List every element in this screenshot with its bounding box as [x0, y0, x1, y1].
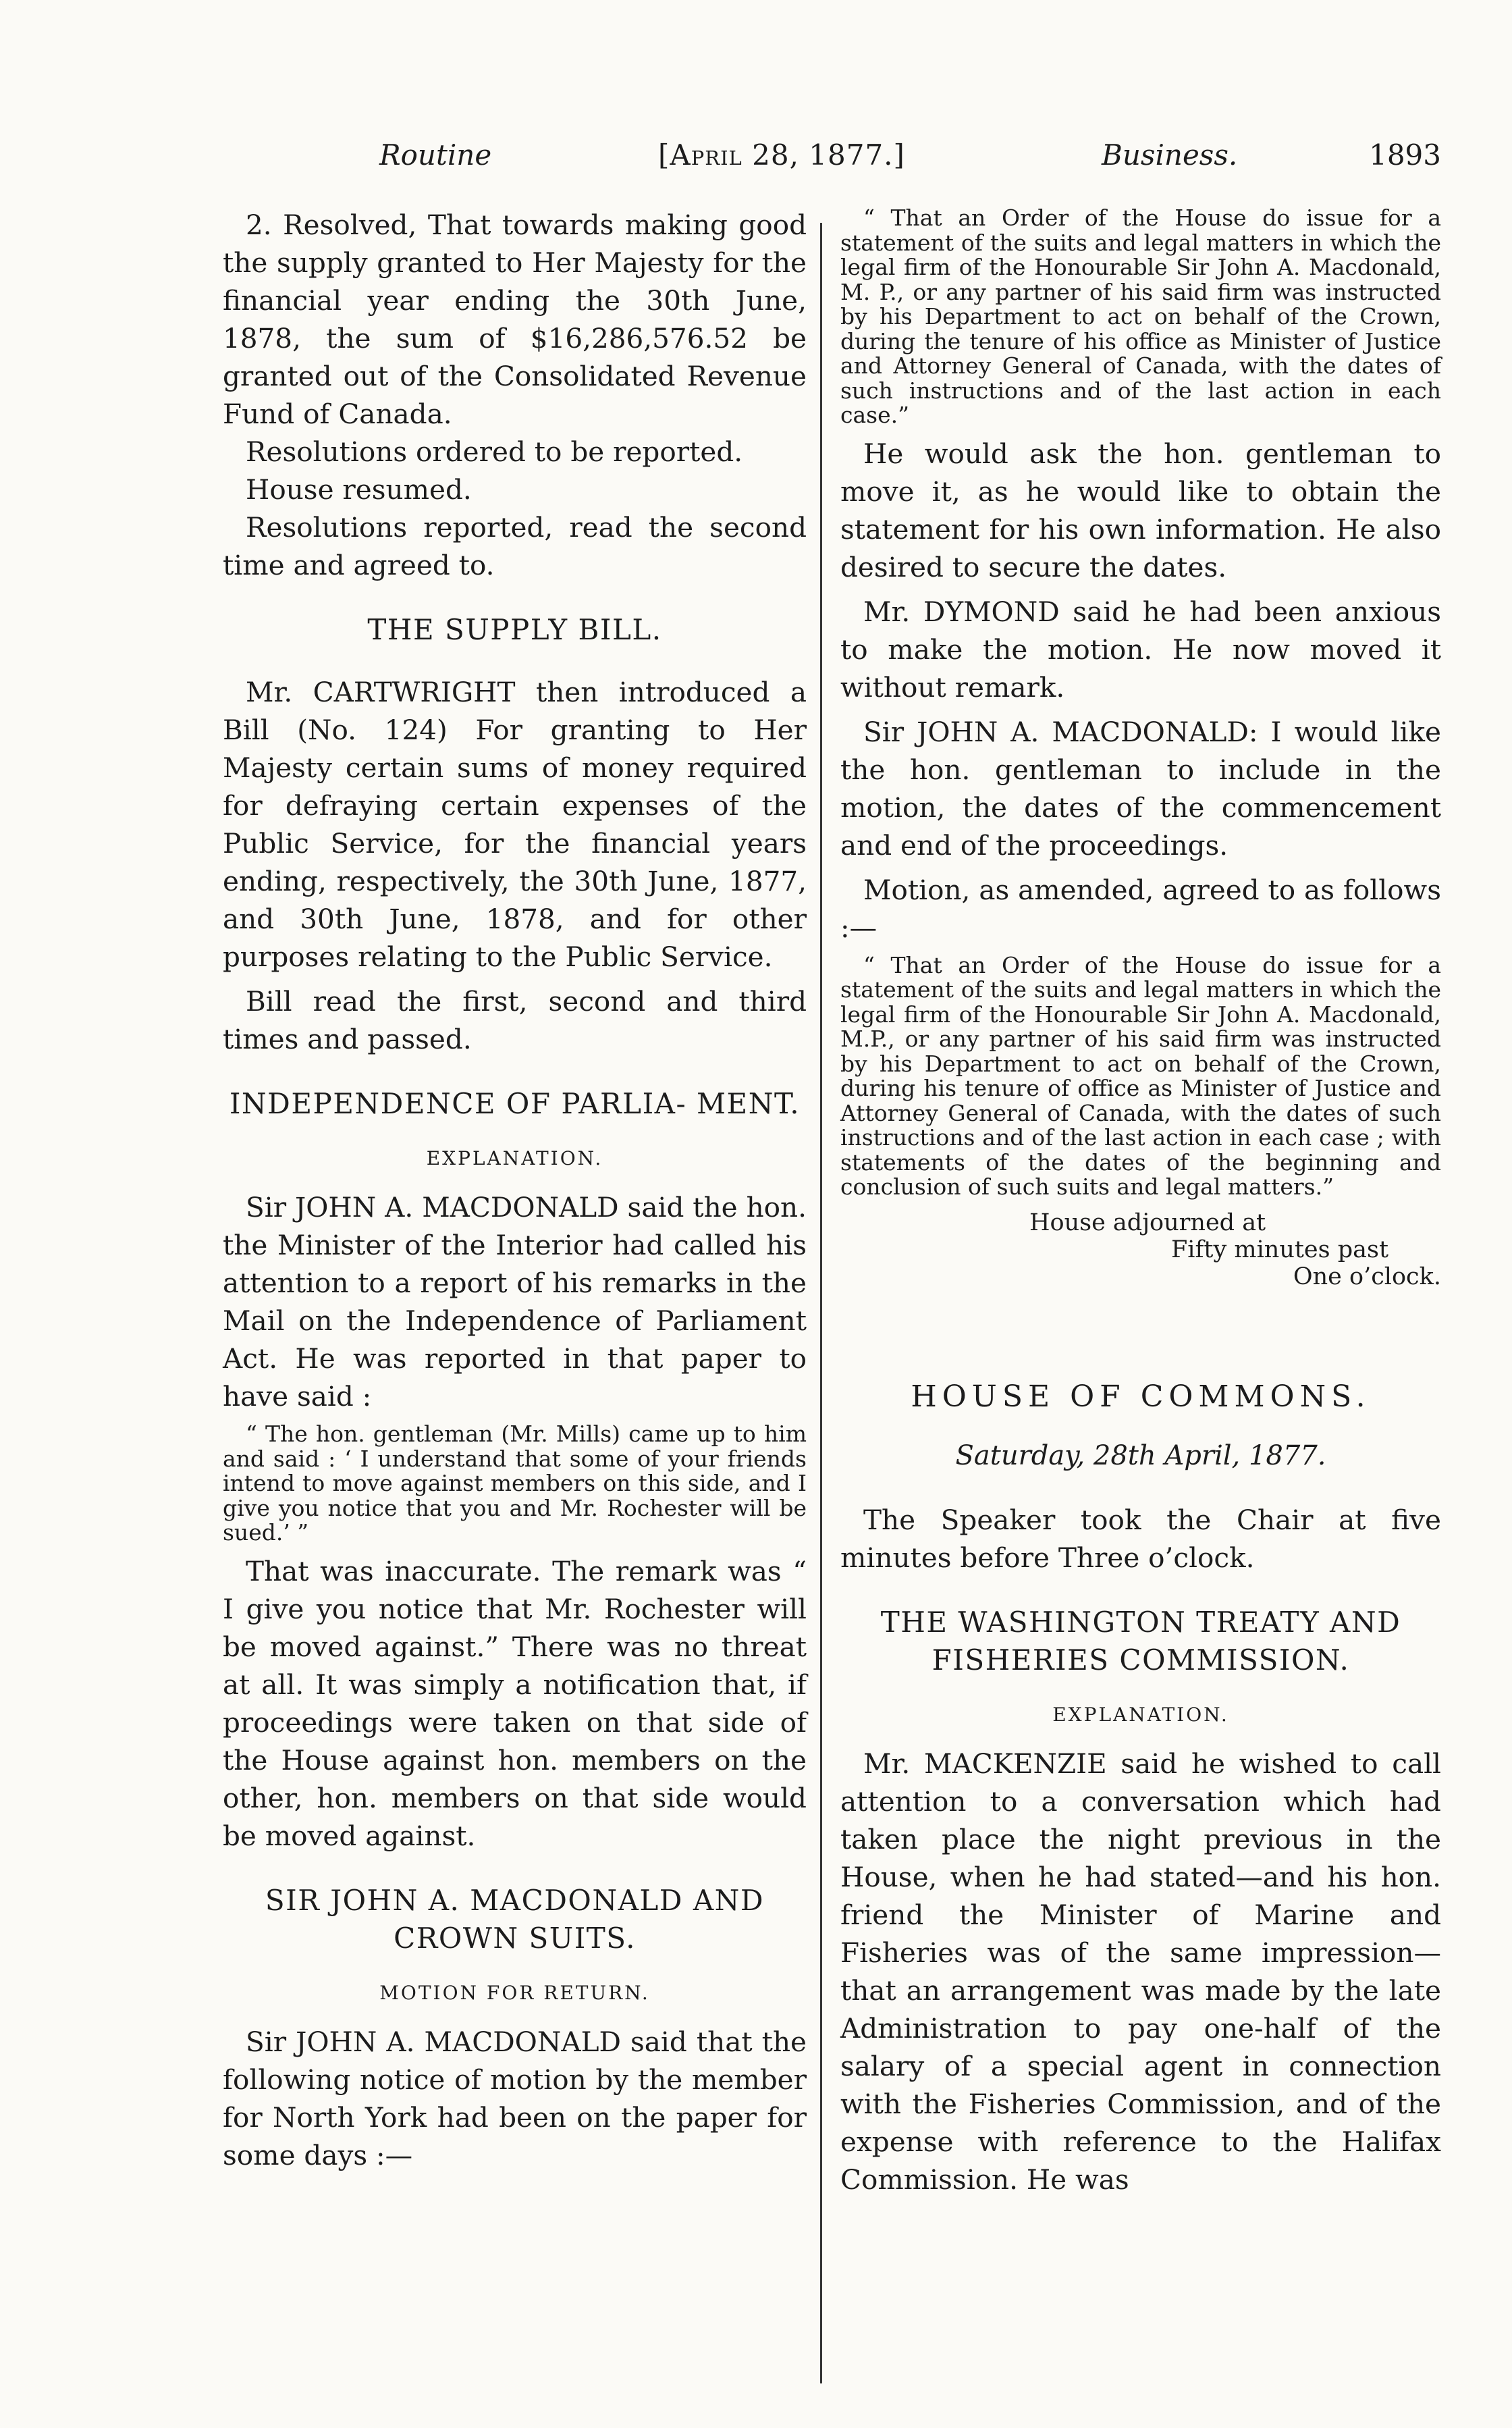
- independence-subheading: EXPLANATION.: [426, 1147, 603, 1169]
- left-column: [223, 206, 807, 2174]
- resolutions-ordered: Resolutions ordered to be reported.: [246, 436, 743, 468]
- column-divider: [820, 223, 822, 2383]
- macdonald-paragraph: Sir JOHN A. MACDONALD: I would like the hon. gentleman to include in the motion, the dates of the commencement and end of the proceedings.: [840, 715, 1441, 862]
- header-right: Business.: [1102, 138, 1238, 171]
- independence-quote: “ The hon. gentleman (Mr. Mills) came up to him and said : ‘ I understand that some of your friends intend to move against members on this side, and I give you notice that you and Mr. Rochester will be sued.’ ”: [223, 1421, 807, 1546]
- resolution-paragraph: 2. Resolved, That towards making good the supply granted to Her Majesty for the financial year ending the 30th June, 1878, the sum of $16,286,576.52 be granted out of the Consolidated Revenue Fund of Canada.: [223, 209, 807, 430]
- crown-suits-heading: SIR JOHN A. MACDONALD AND CROWN SUITS.: [265, 1883, 765, 1955]
- crown-suits-subheading: MOTION FOR RETURN.: [379, 1981, 650, 2004]
- independence-heading: INDEPENDENCE OF PARLIA- MENT.: [229, 1087, 801, 1120]
- crown-suits-paragraph: Sir JOHN A. MACDONALD said that the following notice of motion by the member for North York had been on the paper for some days :—: [223, 2025, 807, 2171]
- ask-paragraph: He would ask the hon. gentleman to move it, as he would like to obtain the statement for his own information. He also desired to secure the dates.: [840, 437, 1441, 583]
- resolutions-reported: Resolutions reported, read the second time and agreed to.: [223, 511, 807, 581]
- running-header: [223, 138, 1441, 186]
- header-left: Routine: [379, 138, 492, 171]
- adjournment-notice: [840, 1209, 1441, 1290]
- supply-bill-paragraph: Mr. CARTWRIGHT then introduced a Bill (No. 124) For granting to Her Majesty certain sums of money required for defraying certain expenses of the Public Service, for the financial years ending, respectively, the 30th June, 1877, and 30th June, 1878, and for other purposes relating to the Public Service.: [223, 676, 807, 973]
- right-column: [840, 206, 1441, 2198]
- page-number: 1893: [1369, 138, 1441, 171]
- dymond-paragraph: Mr. DYMOND said he had been anxious to make the motion. He now moved it without remark.: [840, 595, 1441, 704]
- supply-bill-heading: THE SUPPLY BILL.: [367, 613, 662, 646]
- motion-paragraph: Motion, as amended, agreed to as follows :—: [840, 873, 1441, 944]
- adjourn-line-3: One o’clock.: [1293, 1263, 1441, 1290]
- amended-quote: “ That an Order of the House do issue for a statement of the suits and legal matters in which the legal firm of the Honourable Sir John A. Macdonald, M.P., or any partner of his said firm was instructed by his Department to act on behalf of the Crown, during his tenure of office as Minister of Justice and Attorney General of Canada, with the dates of such instructions and of the last action in each case ; with statements of the dates of the beginning and conclusion of such suits and legal matters.”: [840, 951, 1441, 1200]
- inaccurate-paragraph: That was inaccurate. The remark was “ I give you notice that Mr. Rochester will be moved against.” There was no threat at all. It was simply a notification that, if proceedings were taken on that side of the House against hon. members on the other, hon. members on that side would be moved against.: [223, 1554, 807, 1852]
- sitting-date: Saturday, 28th April, 1877.: [955, 1440, 1326, 1471]
- adjourn-line-2: Fifty minutes past: [1171, 1236, 1389, 1263]
- notice-quote: “ That an Order of the House do issue for a statement of the suits and legal matters in which the legal firm of the Honourable Sir John A. Macdonald, M. P., or any partner of his said firm was instructed by his Department to act on behalf of the Crown, during the tenure of his office as Minister of Justice and Attorney General of Canada, with the dates of such instructions and of the last action in each case.”: [840, 205, 1441, 428]
- speaker-paragraph: The Speaker took the Chair at five minutes before Three o’clock.: [840, 1503, 1441, 1574]
- washington-subheading: EXPLANATION.: [1052, 1703, 1229, 1726]
- bill-read-paragraph: Bill read the first, second and third times and passed.: [223, 985, 807, 1055]
- adjourn-line-1: House adjourned at: [1029, 1209, 1266, 1236]
- washington-treaty-heading: THE WASHINGTON TREATY AND FISHERIES COMMISSION.: [880, 1605, 1401, 1677]
- independence-paragraph: Sir JOHN A. MACDONALD said the hon. the Minister of the Interior had called his attention to a report of his remarks in the Mail on the Independence of Parliament Act. He was reported in that paper to have said :: [223, 1191, 807, 1413]
- header-date: [April 28, 1877.]: [658, 138, 905, 171]
- house-resumed: House resumed.: [246, 473, 472, 506]
- mackenzie-paragraph: Mr. MACKENZIE said he wished to call attention to a conversation which had taken place the night previous in the House, when he had stated—and his hon. friend the Minister of Marine and Fisheries was of the same impression—that an arrangement was made by the late Administration to pay one-half of the salary of a special agent in connection with the Fisheries Commission, and of the expense with reference to the Halifax Commission. He was: [840, 1747, 1441, 2196]
- house-of-commons-heading: HOUSE OF COMMONS.: [911, 1379, 1371, 1414]
